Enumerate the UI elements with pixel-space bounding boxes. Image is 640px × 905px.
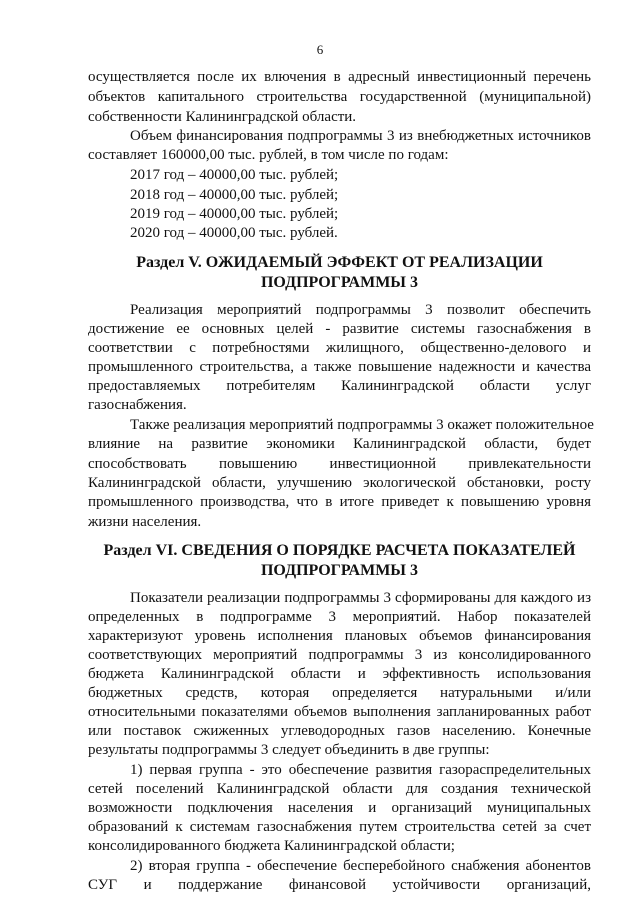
list-item-line: 1) первая группа - это обеспечение развития газораспределительных xyxy=(130,762,591,778)
text-line: характеризуют уровень исполнения плановых объемов финансирования xyxy=(88,628,591,644)
financing-year-item: 2017 год – 40000,00 тыс. рублей; xyxy=(130,167,339,183)
section-heading: ПОДПРОГРАММЫ 3 xyxy=(260,274,419,291)
section-heading: Раздел VI. СВЕДЕНИЯ О ПОРЯДКЕ РАСЧЕТА ПОКАЗАТЕЛЕЙ xyxy=(103,542,576,559)
text-line: достижение ее основных целей - развитие системы газоснабжения в xyxy=(88,321,591,337)
text-line: собственности Калининградской области. xyxy=(88,109,357,125)
page-number: 6 xyxy=(316,42,324,57)
section-heading: Раздел V. ОЖИДАЕМЫЙ ЭФФЕКТ ОТ РЕАЛИЗАЦИИ xyxy=(136,254,543,271)
text-line: жизни населения. xyxy=(88,514,202,530)
list-item-line: СУГ и поддержание финансовой устойчивости организаций, xyxy=(88,877,591,893)
list-item-line: сетей поселений Калининградской области для создания технической xyxy=(88,781,591,797)
text-line: Показатели реализации подпрограммы 3 сформированы для каждого из xyxy=(130,590,591,606)
financing-year-item: 2020 год – 40000,00 тыс. рублей. xyxy=(130,225,338,241)
text-line: объектов капитального строительства государственной (муниципальной) xyxy=(88,89,591,105)
text-line: газоснабжения. xyxy=(88,397,187,413)
text-line: соответствующих мероприятий подпрограммы 3 из консолидированного xyxy=(88,647,591,663)
list-item-line: 2) вторая группа - обеспечение бесперебойного снабжения абонентов xyxy=(130,858,591,874)
text-line: относительными показателями объемов выполнения запланированных работ xyxy=(88,704,591,720)
text-line: определенных в подпрограмме 3 мероприятий. Набор показателей xyxy=(88,609,591,625)
text-line: или поставок сжиженных углеводородных газов населению. Конечные xyxy=(88,723,591,739)
text-line: способствовать повышению инвестиционной привлекательности xyxy=(88,456,591,472)
text-line: Реализация мероприятий подпрограммы 3 позволит обеспечить xyxy=(130,302,591,318)
section-heading: ПОДПРОГРАММЫ 3 xyxy=(260,562,419,579)
text-line: промышленного строительства, а также повышение надежности и качества xyxy=(88,359,591,375)
text-line: Объем финансирования подпрограммы 3 из внебюджетных источников xyxy=(130,128,591,144)
list-item-line: возможности подключения населения и организаций муниципальных xyxy=(88,800,591,816)
list-item-line: образований к системам газоснабжения путем строительства сетей за счет xyxy=(88,819,591,835)
text-line: влияние на развитие экономики Калининградской области, будет xyxy=(88,436,591,452)
text-line: бюджета Калининградской области и эффективность использования xyxy=(88,666,591,682)
text-line: составляет 160000,00 тыс. рублей, в том числе по годам: xyxy=(88,147,449,163)
financing-year-item: 2019 год – 40000,00 тыс. рублей; xyxy=(130,206,339,222)
list-item-line: консолидированного бюджета Калининградской области; xyxy=(88,838,455,854)
text-line: Также реализация мероприятий подпрограммы 3 окажет положительное xyxy=(130,417,594,433)
financing-year-item: 2018 год – 40000,00 тыс. рублей; xyxy=(130,187,339,203)
text-line: бюджетных средств, которая определяется натуральными и/или xyxy=(88,685,591,701)
text-line: Калининградской области, улучшению экологической обстановки, росту xyxy=(88,475,591,491)
text-line: предоставляемых потребителям Калининградской области услуг xyxy=(88,378,591,394)
text-line: осуществляется после их влючения в адресный инвестиционный перечень xyxy=(88,69,591,85)
text-line: промышленного производства, что в итоге приведет к повышению уровня xyxy=(88,494,591,510)
text-line: соответствии с потребностями жилищного, общественно-делового и xyxy=(88,340,591,356)
text-line: результаты подпрограммы 3 следует объединить в две группы: xyxy=(88,742,490,758)
